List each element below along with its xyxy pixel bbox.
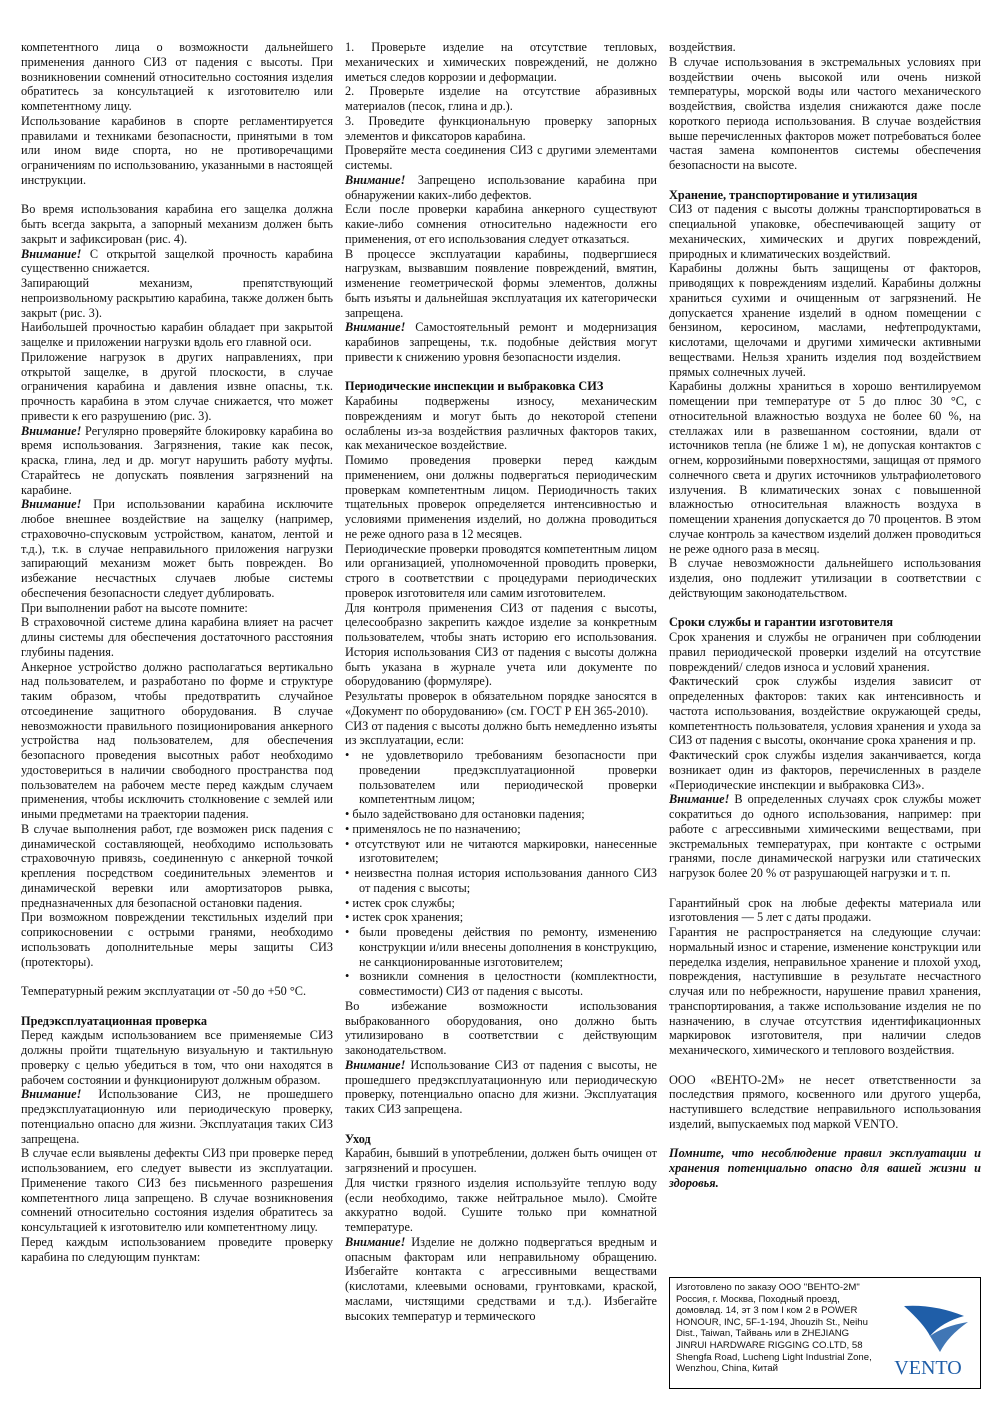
column-2 xyxy=(345,40,657,1323)
paragraph: Во время использования карабина его защелка должна быть всегда закрыта, а запорный механизм должен быть закрыт и зафиксирован (рис. 4). xyxy=(21,202,333,246)
safety-reminder: Помните, что несоблюдение правил эксплуатации и хранения потенциально опасно для вашей жизни и здоровья. xyxy=(669,1146,981,1190)
paragraph: В страховочной системе длина карабина влияет на расчет длины системы для обеспечения достаточного расстояния глубины падения. xyxy=(21,615,333,659)
paragraph: Для чистки грязного изделия используйте теплую воду (если необходимо, также нейтральное мыло). Смойте аккуратно водой. Сушите только при комнатной температуре. xyxy=(345,1175,657,1234)
list-item: • были проведены действия по ремонту, изменению конструкции и/или внесены дополнения в конструкцию, не санкционированные изготовителем; xyxy=(345,925,657,969)
paragraph xyxy=(21,497,333,600)
paragraph: Гарантийный срок на любые дефекты материала или изготовления — 5 лет с даты продажи. xyxy=(669,895,981,925)
paragraph: Наибольшей прочностью карабин обладает при закрытой защелке и приложении нагрузки вдоль его главной оси. xyxy=(21,320,333,349)
paragraph: Проверяйте места соединения СИЗ с другими элементами системы. xyxy=(345,143,657,172)
section-heading: Периодические инспекции и выбраковка СИЗ xyxy=(345,379,604,394)
disclaimer: ООО «ВЕНТО-2М» не несет ответственности за последствия прямого, косвенного или другого ущерба, наступившего вследствие неправильного использования изделий, выпускаемых под маркой VENTO. xyxy=(669,1072,981,1131)
section-heading: Предэксплуатационная проверка xyxy=(21,1013,208,1028)
warning-label: Внимание! xyxy=(669,792,730,807)
paragraph xyxy=(669,792,981,881)
paragraph: Фактический срок службы изделия заканчивается, когда возникает один из факторов, перечисленных в разделе «Периодические инспекции и выбраковка СИЗ». xyxy=(669,748,981,792)
list-item: • возникли сомнения в целостности (комплектности, совместимости) СИЗ от падения с высоты. xyxy=(345,969,657,998)
paragraph xyxy=(21,1087,333,1146)
paragraph: В случае невозможности дальнейшего использования изделия, оно подлежит утилизации в соответствии с действующим законодательством. xyxy=(669,556,981,600)
paragraph: Помимо проведения проверки перед каждым применением, они должны подвергаться периодическим проверкам компетентным лицом. Периодичность таких тщательных проверок определяется интенсивностью и условиями применения изделий, но должна проводиться не реже одного раза в 12 месяцев. xyxy=(345,453,657,541)
warning-text: Самостоятельный ремонт и модернизация карабинов запрещены, т.к. подобные действия могут привести к снижению уровня безопасности изделия. xyxy=(345,320,657,364)
list-item: • истек срок хранения; xyxy=(345,910,464,925)
paragraph: Перед каждым использованием проведите проверку карабина по следующим пунктам: xyxy=(21,1234,333,1264)
list-item: • было задействовано для остановки падения; xyxy=(345,807,585,821)
paragraph xyxy=(21,247,333,277)
list-item: • применялось не по назначению; xyxy=(345,821,521,836)
list-item: • неизвестна полная история использования данного СИЗ от падения с высоты; xyxy=(345,866,657,895)
warning-text: Использование СИЗ, не прошедшего предэксплуатационную или периодическую проверку, потенциально опасно для жизни. Эксплуатация таких СИЗ запрещена. xyxy=(21,1087,333,1146)
manufacturer-address: Изготовлено по заказу ООО "ВЕНТО-2М" Россия, г. Москва, Походный проезд, домовлад. 14, эт 3 пом I ком 2 в POWER HONOUR, INC, 5F-1-194, Jhouzih St., Neihu Dist., Taiwan, Тайвань или в ZHEJIANG JINRUI HARDWARE RIGGING CO.LTD, 58 Shengfa Road, Lucheng Light Industrial Zone, Wenzhou, China, Китай xyxy=(676,1282,872,1375)
paragraph: Приложение нагрузок в других направлениях, при открытой защелке, в другой плоскости, в случае ограничения карабина и давления извне опасны, т.к. прочность карабина в этом случае снижается, что может привести к его разрушению (рис. 3). xyxy=(21,349,333,423)
warning-text: В определенных случаях срок службы может сократиться до одного использования, например: при работе с агрессивными химическими веществами, при экстремальных температурах, при контакте с острыми гранями, после динамической нагрузки или статических нагрузок более 20 % от разрушающей нагрузки и т. п. xyxy=(669,792,981,880)
warning-label: Внимание! xyxy=(21,246,82,261)
warning-label: Внимание! xyxy=(21,1087,82,1102)
paragraph: Температурный режим эксплуатации от -50 до +50 °С. xyxy=(21,984,307,998)
paragraph: Карабины подвержены износу, механическим повреждениям и могут быть до некоторой степени ослаблены из-за воздействия различных факторов таких, как механическое воздействие. xyxy=(345,394,657,453)
vento-logo xyxy=(884,1296,972,1382)
warning-text: Изделие не должно подвергаться вредным и опасным факторам или неправильному обращению. Избегайте контакта с агрессивными веществами (кислотами, клеевыми основами, грунтовками, краской, маслами, чистящими средствами и т.д.). Избегайте высоких температур и термического xyxy=(345,1234,657,1323)
column-1 xyxy=(21,40,333,1264)
warning-label: Внимание! xyxy=(21,497,82,512)
paragraph: Для контроля применения СИЗ от падения с высоты, целесообразно закрепить каждое изделие за конкретным пользователем, чтобы знать историю его использования. История использования СИЗ от падения с высоты должна быть указана в журнале учета или документе по оборудованию (формуляре). xyxy=(345,600,657,689)
list-item: • истек срок службы; xyxy=(345,895,455,910)
paragraph: Анкерное устройство должно располагаться вертикально над пользователем, и разработано по форме и структуре таким образом, чтобы предотвратить случайное отсоединение защитного оборудования. В случае невозможности правильного позиционирования анкерного устройства над пользователем, для обеспечения безопасного проведения высотных работ необходимо удостовериться в наличии свободного пространства под пользователем на рабочем месте перед каждым случаем применения, чтобы исключить столкновение с землей или иными предметами на траектории падения. xyxy=(21,659,333,821)
column-3 xyxy=(669,40,981,1191)
paragraph xyxy=(345,173,657,203)
paragraph: 2. Проверьте изделие на отсутствие абразивных материалов (песок, глина и др.). xyxy=(345,84,657,113)
paragraph: Карабины должны храниться в хорошо вентилируемом помещении при температуре от 5 до плюс 30 °С, с относительной влажностью воздуха не более 60 %, на стеллажах или в развешанном состоянии, вдали от источников тепла (не ближе 1 м), не допуская контактов с огнем, коррозийными поверхностями, защищая от прямого солнечного света и других источников ультрафиолетового излучения. В климатических зонах с повышенной влажностью относительная влажность воздуха в помещении хранения допускается до 70 процентов. В этом случае контроль за качеством изделий должен проводиться не реже одного раза в месяц. xyxy=(669,379,981,556)
paragraph: Запирающий механизм, препятствующий непроизвольному раскрытию карабина, также должен быть закрыт (рис. 3). xyxy=(21,276,333,320)
section-heading: Хранение, транспортирование и утилизация xyxy=(669,187,918,202)
warning-label: Внимание! xyxy=(345,320,406,335)
list-item: • отсутствуют или не читаются маркировки, нанесенные изготовителем; xyxy=(345,836,657,866)
paragraph: СИЗ от падения с высоты должно быть немедленно изъяты из эксплуатации, если: xyxy=(345,718,657,748)
paragraph: Гарантия не распространяется на следующие случаи: нормальный износ и старение, изменение конструкции или переделка изделия, неправильное хранение и плохой уход, повреждения, наступившие в результате несчастного случая или по небрежности, нарушение правил хранения, транспортирования, а также использование изделия не по назначению, в случае отсутствия идентификационных маркировок изготовителя, при наличии следов механического, химического и теплового воздействия. xyxy=(669,925,981,1057)
paragraph xyxy=(345,1235,657,1324)
paragraph: В процессе эксплуатации карабины, подвергшиеся нагрузкам, вызвавшим появление повреждений, вмятин, изменение геометрической формы элементов, должны быть изъяты и дальнейшая эксплуатация их категорически запрещена. xyxy=(345,246,657,320)
section-heading: Сроки службы и гарантии изготовителя xyxy=(669,615,894,630)
paragraph: компетентного лица о возможности дальнейшего применения данного СИЗ от падения с высоты. При возникновении сомнений относительно состояния изделия обратитесь за консультацией к изготовителю или компетентному лицу. xyxy=(21,40,333,113)
paragraph: СИЗ от падения с высоты должны транспортироваться в специальной упаковке, обеспечивающей защиту от механических, химических и других повреждений, природных и климатических воздействий. xyxy=(669,202,981,261)
paragraph: В случае выполнения работ, где возможен риск падения с динамической составляющей, необходимо использовать страховочную привязь, соединенную с анкерной точкой крепления посредством соединительных элементов и динамической веревки или амортизаторов рывка, предназначенных для безопасной остановки падения. xyxy=(21,821,333,910)
warning-label: Внимание! xyxy=(21,423,82,438)
paragraph: Срок хранения и службы не ограничен при соблюдении правил периодической проверки изделий на отсутствие повреждений/ следов износа и условий хранения. xyxy=(669,630,981,674)
warning-text: При использовании карабина исключите любое внешнее воздействие на защелку (например, страховочно-спусковым устройством, канатом, лентой и т.д.), т.к. в случае неправильного приложения нагрузки запирающий механизм может быть поврежден. Во избежание несчастных случаев любые системы обеспечения безопасности следует дублировать. xyxy=(21,497,333,600)
warning-text: С открытой защелкой прочность карабина существенно снижается. xyxy=(21,246,333,276)
warning-label: Внимание! xyxy=(345,172,406,187)
paragraph: Периодические проверки проводятся компетентным лицом или организацией, уполномоченной проводить проверки, строго в соответствии с процедурами периодических проверок изготовителя или самим изготовителем. xyxy=(345,541,657,600)
paragraph xyxy=(21,424,333,498)
warning-label: Внимание! xyxy=(345,1234,406,1249)
manufacturer-info-box xyxy=(669,1277,981,1389)
paragraph: При выполнении работ на высоте помните: xyxy=(21,600,248,615)
logo-text: VENTO xyxy=(894,1357,962,1379)
paragraph: Карабин, бывший в употреблении, должен быть очищен от загрязнений и просушен. xyxy=(345,1146,657,1175)
paragraph: Использование карабинов в спорте регламентируется правилами и техниками безопасности, принятыми в том или ином виде спорта, но не противоречащими ограничениям по использованию, указанными в настоящей инструкции. xyxy=(21,113,333,187)
warning-text: Запрещено использование карабина при обнаружении каких-либо дефектов. xyxy=(345,172,657,202)
paragraph: Во избежание возможности использования выбракованного оборудования, оно должно быть утилизировано в соответствии с действующим законодательством. xyxy=(345,998,657,1057)
paragraph: воздействия. xyxy=(669,40,736,54)
paragraph: В случае если выявлены дефекты СИЗ при проверке перед использованием, его следует вывести из эксплуатации. Применение такого СИЗ без письменного разрешения компетентного лица запрещено. В случае возникновения сомнений относительно состояния изделия обратитесь за консультацией к изготовителю или компетентному лицу. xyxy=(21,1146,333,1234)
paragraph: 1. Проверьте изделие на отсутствие тепловых, механических и химических повреждений, не должно иметься следов коррозии и деформации. xyxy=(345,40,657,84)
paragraph xyxy=(345,320,657,364)
paragraph: Если после проверки карабина анкерного существуют какие-либо сомнения относительно надежности его применения, от его использования следует отказаться. xyxy=(345,202,657,246)
section-heading: Уход xyxy=(345,1131,371,1146)
paragraph: Карабины должны быть защищены от факторов, приводящих к повреждениям изделий. Карабины должны храниться сухими и очищенным от загрязнений. Не допускается хранение изделий в одном помещении с бензином, керосином, маслами, нефтепродуктами, кислотами, щелочами и другими химически активными веществами. Нельзя хранить изделия под воздействием прямых солнечных лучей. xyxy=(669,261,981,379)
warning-label: Внимание! xyxy=(345,1057,406,1072)
paragraph: Перед каждым использованием все применяемые СИЗ должны пройти тщательную визуальную и тактильную проверку с целью убедиться в том, что они находятся в рабочем состоянии и функционируют должным образом. xyxy=(21,1028,333,1087)
warning-text: Регулярно проверяйте блокировку карабина во время использования. Загрязнения, такие как песок, краска, глина, лед и др. могут нарушить работу муфты. Старайтесь не допускать появления загрязнений на карабине. xyxy=(21,423,333,497)
paragraph: 3. Проведите функциональную проверку запорных элементов и фиксаторов карабина. xyxy=(345,113,657,143)
list-item: • не удовлетворило требованиям безопасности при проведении предэксплуатационной проверки пользователем или периодической проверки компетентным лицом; xyxy=(345,748,657,807)
warning-text: Использование СИЗ от падения с высоты, не прошедшего предэксплуатационную или периодическую проверку, потенциально опасно для жизни. Эксплуатация таких СИЗ запрещена. xyxy=(345,1057,657,1116)
paragraph: Фактический срок службы изделия зависит от определенных факторов: таких как интенсивность и частота использования, воздействие окружающей среды, компетентность пользователя, условия хранения и ухода за СИЗ от падения с высоты, окончание срока хранения и пр. xyxy=(669,674,981,748)
paragraph: При возможном повреждении текстильных изделий при соприкосновении с острыми гранями, необходимо использовать дополнительные меры защиты СИЗ (протекторы). xyxy=(21,910,333,969)
paragraph: Результаты проверок в обязательном порядке заносятся в «Документ по оборудованию» (см. ГОСТ Р ЕН 365-2010). xyxy=(345,689,657,718)
paragraph xyxy=(345,1058,657,1117)
paragraph: В случае использования в экстремальных условиях при воздействии очень высокой или очень низкой температуры, морской воды или частого механического воздействия, свойства изделия снижаются даже после короткого периода использования. В случае воздействия выше перечисленных факторов может потребоваться более частая замена компонентов системы обеспечения безопасности на высоте. xyxy=(669,54,981,172)
